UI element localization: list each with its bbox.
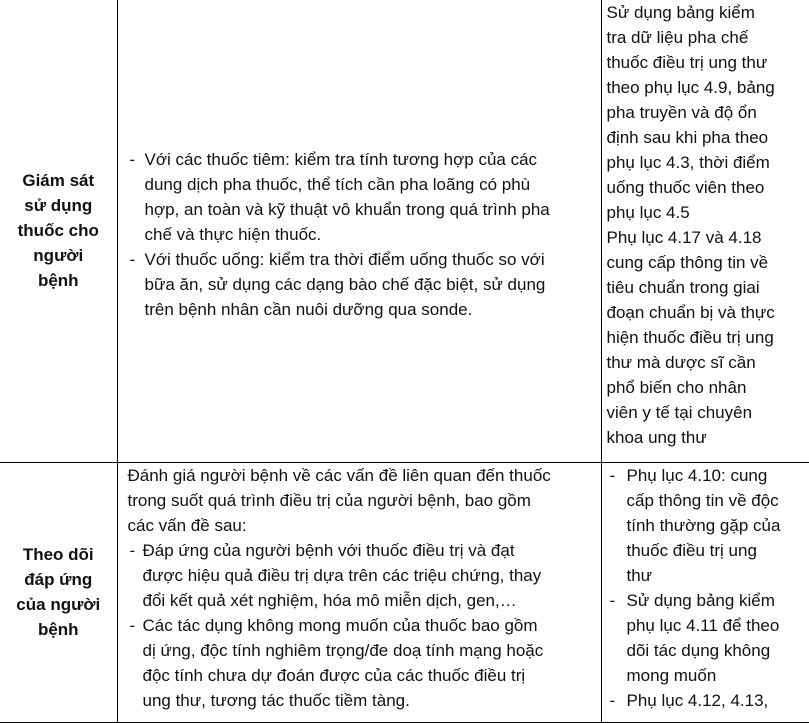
text-line: phụ lục 4.5 — [606, 203, 690, 222]
text-line: hợp, an toàn và kỹ thuật vô khuẩn trong quá trình pha — [144, 200, 550, 220]
text-line: phổ biến cho nhân — [606, 378, 747, 397]
text-line: độc tính chưa dự đoán được của các thuốc điều trị — [142, 665, 526, 685]
text-line: tính thường gặp của — [626, 515, 781, 535]
row-label-line: người — [33, 246, 84, 266]
text-line: viên y tế tại chuyên — [606, 403, 753, 422]
text-line: Phụ lục 4.17 và 4.18 — [606, 228, 762, 247]
text-line: pha truyền và độ ổn — [606, 103, 757, 122]
description-cell — [117, 462, 601, 722]
text-line: - Các tác dụng không mong muốn của thuốc bao gồm — [142, 615, 538, 635]
text-line: dõi tác dụng không — [626, 640, 771, 660]
text-line: tiêu chuẩn trong giai — [606, 278, 760, 297]
text-line: thuốc điều trị ung — [626, 540, 757, 560]
list-item — [607, 588, 805, 688]
text-line: trong suốt quá trình điều trị của người bệnh, bao gồm — [127, 490, 531, 510]
text-line: tra dữ liệu pha chế — [606, 28, 749, 47]
text-line: - Phụ lục 4.12, 4.13, — [626, 690, 769, 710]
list-item — [126, 247, 591, 322]
text-line: ung thư, tương tác thuốc tiềm tàng. — [142, 690, 410, 710]
description-list — [126, 538, 591, 713]
text-line: Sử dụng bảng kiểm — [606, 3, 755, 22]
row-label-line: bệnh — [37, 620, 79, 640]
text-line: định sau khi pha theo — [606, 128, 769, 147]
description-list — [126, 147, 591, 322]
text-line: dung dịch pha thuốc, thể tích cần pha loãng có phù — [144, 175, 531, 195]
text-line: Đánh giá người bệnh về các vấn đề liên quan đến thuốc — [127, 465, 551, 485]
text-line: cung cấp thông tin về — [606, 253, 769, 272]
reference-cell — [601, 0, 809, 462]
text-line: cấp thông tin về độc — [626, 490, 779, 510]
text-line: bữa ăn, sử dụng các dạng bào chế đặc biệt, sử dụng — [144, 275, 546, 295]
row-label-line: Theo dõi — [22, 545, 94, 565]
description-intro — [126, 463, 591, 538]
description-cell — [117, 0, 601, 462]
list-item — [126, 147, 591, 247]
list-item — [126, 538, 591, 613]
text-line: - Phụ lục 4.10: cung — [626, 465, 768, 485]
text-line: - Đáp ứng của người bệnh với thuốc điều trị và đạt — [142, 540, 515, 560]
row-label-cell — [0, 0, 117, 462]
text-line: trên bệnh nhân cần nuôi dưỡng qua sonde. — [144, 300, 473, 320]
text-line: hiện thuốc điều trị ung — [606, 328, 774, 347]
text-line: đổi kết quả xét nghiệm, hóa mô miễn dịch, gen,… — [142, 590, 517, 610]
text-line: dị ứng, độc tính nghiêm trọng/đe doạ tính mạng hoặc — [142, 640, 544, 660]
row-label-line: đáp ứng — [24, 570, 93, 590]
text-line: phụ lục 4.11 để theo — [626, 615, 780, 635]
row-label-cell — [0, 462, 117, 722]
table-row — [0, 462, 809, 722]
text-line: thuốc điều trị ung thư — [606, 53, 768, 72]
text-line: thư — [626, 565, 653, 585]
text-line: - Với thuốc uống: kiểm tra thời điểm uống thuốc so với — [144, 250, 545, 270]
text-line: chế và thực hiện thuốc. — [144, 225, 322, 245]
text-line: các vấn đề sau: — [127, 515, 247, 535]
text-line: đoạn chuẩn bị và thực — [606, 303, 775, 322]
reference-list — [607, 463, 805, 713]
text-line: theo phụ lục 4.9, bảng — [606, 78, 775, 97]
text-line: phụ lục 4.3, thời điểm — [606, 153, 770, 172]
list-item — [126, 613, 591, 713]
text-line: mong muốn — [626, 665, 717, 685]
list-item — [607, 463, 805, 588]
row-label-line: sử dụng — [24, 196, 93, 216]
text-line: khoa ung thư — [606, 428, 707, 447]
reference-cell — [601, 462, 809, 722]
row-label-line: Giám sát — [22, 171, 95, 191]
text-line: uống thuốc viên theo — [606, 178, 765, 197]
row-label-line: thuốc cho — [17, 221, 99, 241]
list-item — [607, 688, 805, 713]
row-label-line: bệnh — [37, 271, 79, 291]
text-line: thư mà dược sĩ cần — [606, 353, 756, 372]
text-line: - Sử dụng bảng kiểm — [626, 590, 775, 610]
text-line: được hiệu quả điều trị dựa trên các triệu chứng, thay — [142, 565, 542, 585]
row-label-line: của người — [16, 595, 101, 615]
text-line: - Với các thuốc tiêm: kiểm tra tính tương hợp của các — [144, 150, 538, 170]
